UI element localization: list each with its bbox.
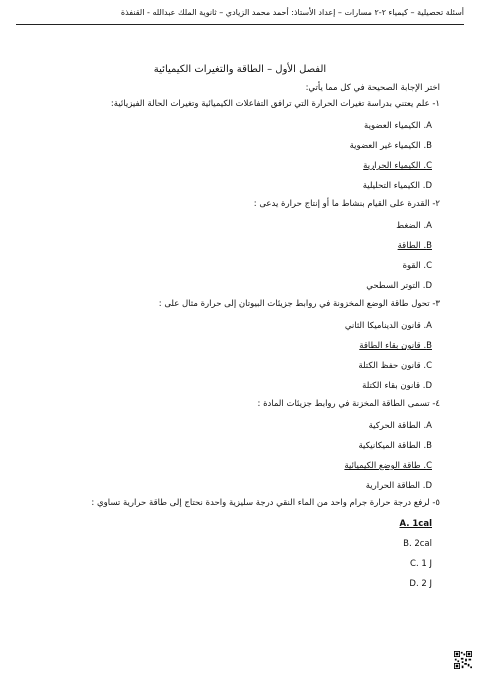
question-4: ٤- تسمى الطاقة المخزنة في روابط جزيئات المادة :	[257, 399, 440, 409]
q2-option-b-correct: B. الطاقة	[397, 241, 432, 251]
q5-option-b: B. 2cal	[403, 539, 432, 549]
q5-option-a-correct: A. 1cal	[399, 519, 432, 529]
chapter-title: الفصل الأول – الطاقة والتغيرات الكيميائية	[153, 64, 327, 75]
q3-option-d: D. قانون بقاء الكتلة	[362, 381, 432, 391]
q4-option-d: D. الطاقة الحرارية	[365, 481, 432, 491]
q3-option-c: C. قانون حفظ الكتلة	[358, 361, 432, 371]
q5-option-c: C. 1 J	[410, 559, 432, 569]
q3-option-a: A. قانون الديناميكا الثاني	[344, 321, 432, 331]
q2-option-d: D. التوتر السطحي	[366, 281, 432, 291]
q2-option-a: A. الضغط	[396, 221, 432, 231]
question-3: ٣- تحول طاقة الوضع المخزونة في روابط جزيئات البيوتان إلى حرارة مثال على :	[158, 299, 440, 309]
qr-code-icon	[454, 651, 472, 669]
page-header: أسئلة تحصيلية – كيمياء ٢-٢ مسارات – إعداد الأستاذ: أحمد محمد الزيادي – ثانوية الملك عبدالله - القنفذة	[120, 8, 464, 17]
q1-option-a: A. الكيمياء العضوية	[364, 121, 432, 131]
question-1: ١- علم يعتني بدراسة تغيرات الحرارة التي ترافق التفاعلات الكيميائية وتغيرات الحالة الفيزيائية:	[110, 99, 440, 109]
question-5: ٥- لرفع درجة حرارة جرام واحد من الماء النقي درجة سليزية واحدة نحتاج إلى طاقة حرارية تساوي :	[91, 498, 440, 508]
instruction-text: اختر الإجابة الصحيحة في كل مما يأتي:	[305, 83, 440, 93]
q5-option-d: D. 2 J	[409, 579, 432, 589]
q2-option-c: C. القوة	[402, 261, 432, 271]
question-2: ٢- القدرة على القيام بنشاط ما أو إنتاج حرارة يدعى :	[253, 199, 440, 209]
q4-option-a: A. الطاقة الحركية	[368, 421, 432, 431]
header-divider	[16, 24, 464, 25]
q4-option-b: B. الطاقة الميكانيكية	[358, 441, 432, 451]
q4-option-c-correct: C. طاقة الوضع الكيميائية	[344, 461, 432, 471]
q1-option-b: B. الكيمياء غير العضوية	[349, 141, 432, 151]
q3-option-b-correct: B. قانون بقاء الطاقة	[359, 341, 432, 351]
q1-option-c-correct: C. الكيمياء الحرارية	[363, 161, 432, 171]
q1-option-d: D. الكيمياء التحليلية	[362, 181, 432, 191]
